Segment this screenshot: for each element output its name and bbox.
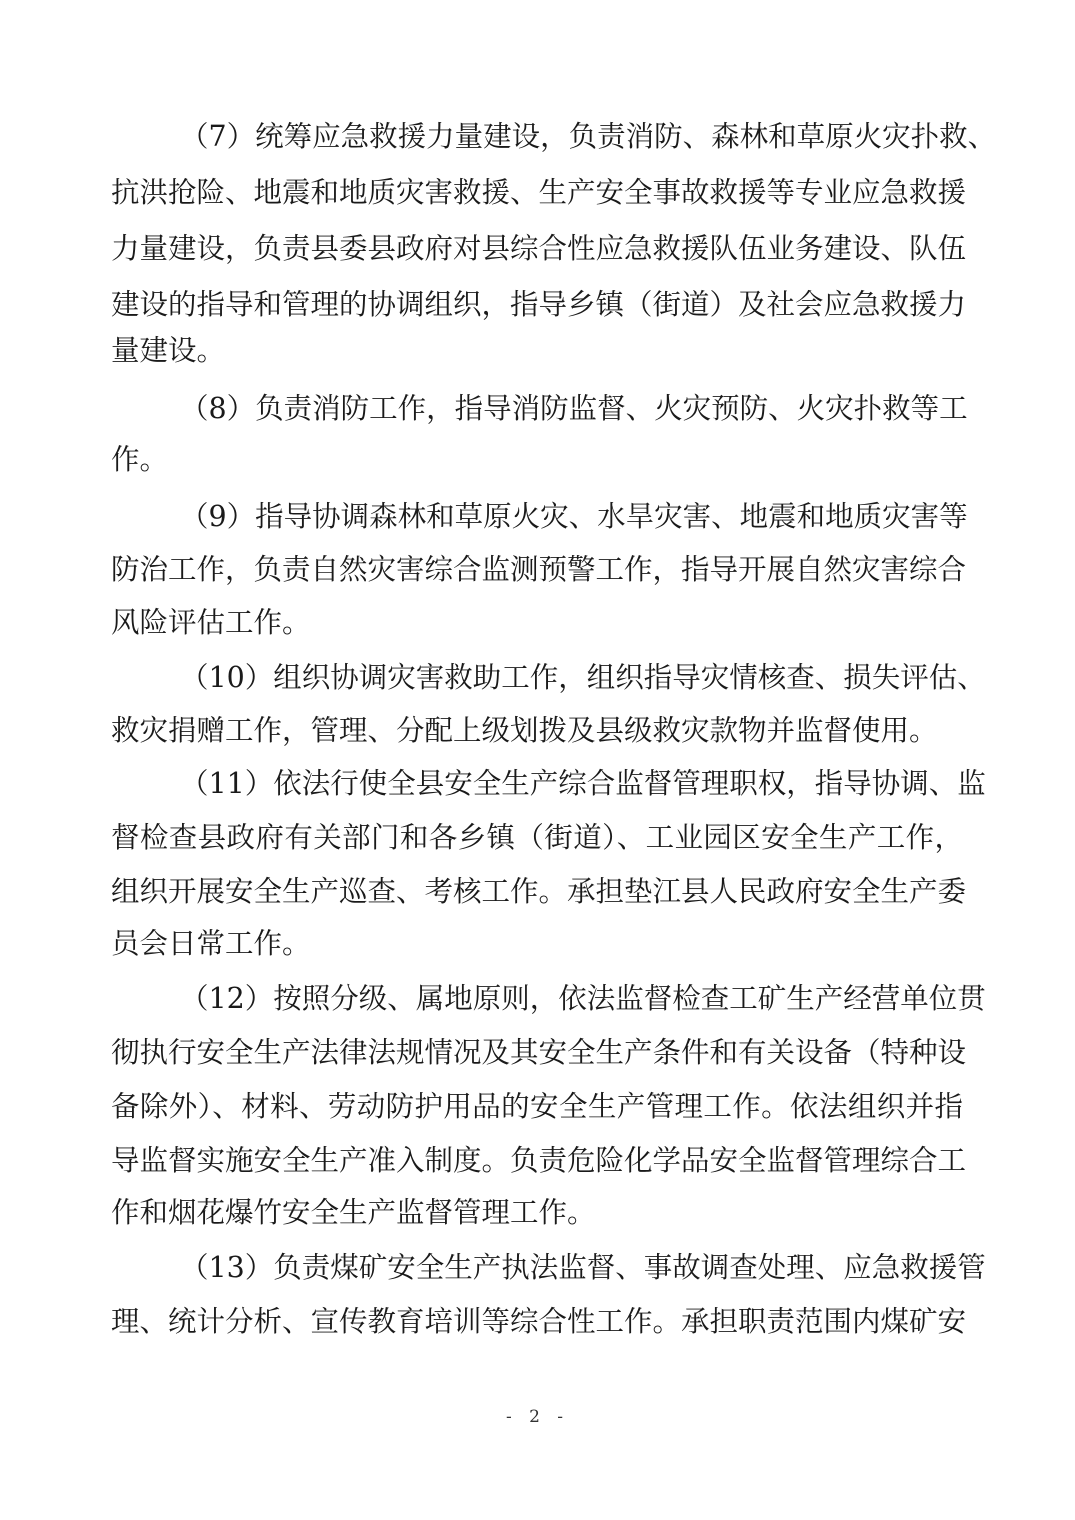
paragraph-12-line-3: 备除外）、材料、劳动防护用品的安全生产管理工作。依法组织并指 bbox=[111, 1090, 963, 1123]
paragraph-12-line-4: 导监督实施安全生产准入制度。负责危险化学品安全监督管理综合工 bbox=[111, 1144, 967, 1177]
paragraph-13-line-2: 理、统计分析、宣传教育培训等综合性工作。承担职责范围内煤矿安 bbox=[111, 1305, 967, 1338]
paragraph-8-line-2: 作。 bbox=[111, 443, 169, 476]
page-number: - 2 - bbox=[505, 1407, 570, 1427]
paragraph-9-line-2: 防治工作，负责自然灾害综合监测预警工作，指导开展自然灾害综合 bbox=[111, 553, 967, 586]
paragraph-7-line-3: 力量建设，负责县委县政府对县综合性应急救援队伍业务建设、队伍 bbox=[111, 232, 967, 265]
paragraph-7-line-2: 抗洪抢险、地震和地质灾害救援、生产安全事故救援等专业应急救援 bbox=[111, 176, 967, 209]
paragraph-13-line-1: （13）负责煤矿安全生产执法监督、事故调查处理、应急救援管 bbox=[180, 1251, 986, 1284]
paragraph-7-line-4: 建设的指导和管理的协调组织，指导乡镇（街道）及社会应急救援力 bbox=[111, 288, 967, 321]
paragraph-9-line-1: （9）指导协调森林和草原火灾、水旱灾害、地震和地质灾害等 bbox=[180, 500, 968, 533]
paragraph-12-line-1: （12）按照分级、属地原则，依法监督检查工矿生产经营单位贯 bbox=[180, 982, 986, 1015]
paragraph-12-line-5: 作和烟花爆竹安全生产监督管理工作。 bbox=[111, 1196, 596, 1229]
paragraph-7-line-5: 量建设。 bbox=[111, 334, 226, 367]
paragraph-9-line-3: 风险评估工作。 bbox=[111, 606, 311, 639]
paragraph-8-line-1: （8）负责消防工作，指导消防监督、火灾预防、火灾扑救等工 bbox=[180, 392, 968, 425]
paragraph-7-line-1: （7）统筹应急救援力量建设，负责消防、森林和草原火灾扑救、 bbox=[180, 120, 997, 153]
paragraph-11-line-1: （11）依法行使全县安全生产综合监督管理职权，指导协调、监 bbox=[180, 767, 986, 800]
paragraph-11-line-4: 员会日常工作。 bbox=[111, 927, 311, 960]
paragraph-10-line-2: 救灾捐赠工作，管理、分配上级划拨及县级救灾款物并监督使用。 bbox=[111, 714, 938, 747]
paragraph-11-line-3: 组织开展安全生产巡查、考核工作。承担垫江县人民政府安全生产委 bbox=[111, 875, 967, 908]
paragraph-11-line-2: 督检查县政府有关部门和各乡镇（街道）、工业园区安全生产工作， bbox=[111, 821, 963, 854]
paragraph-12-line-2: 彻执行安全生产法律法规情况及其安全生产条件和有关设备（特种设 bbox=[111, 1036, 967, 1069]
paragraph-10-line-1: （10）组织协调灾害救助工作，组织指导灾情核查、损失评估、 bbox=[180, 661, 986, 694]
